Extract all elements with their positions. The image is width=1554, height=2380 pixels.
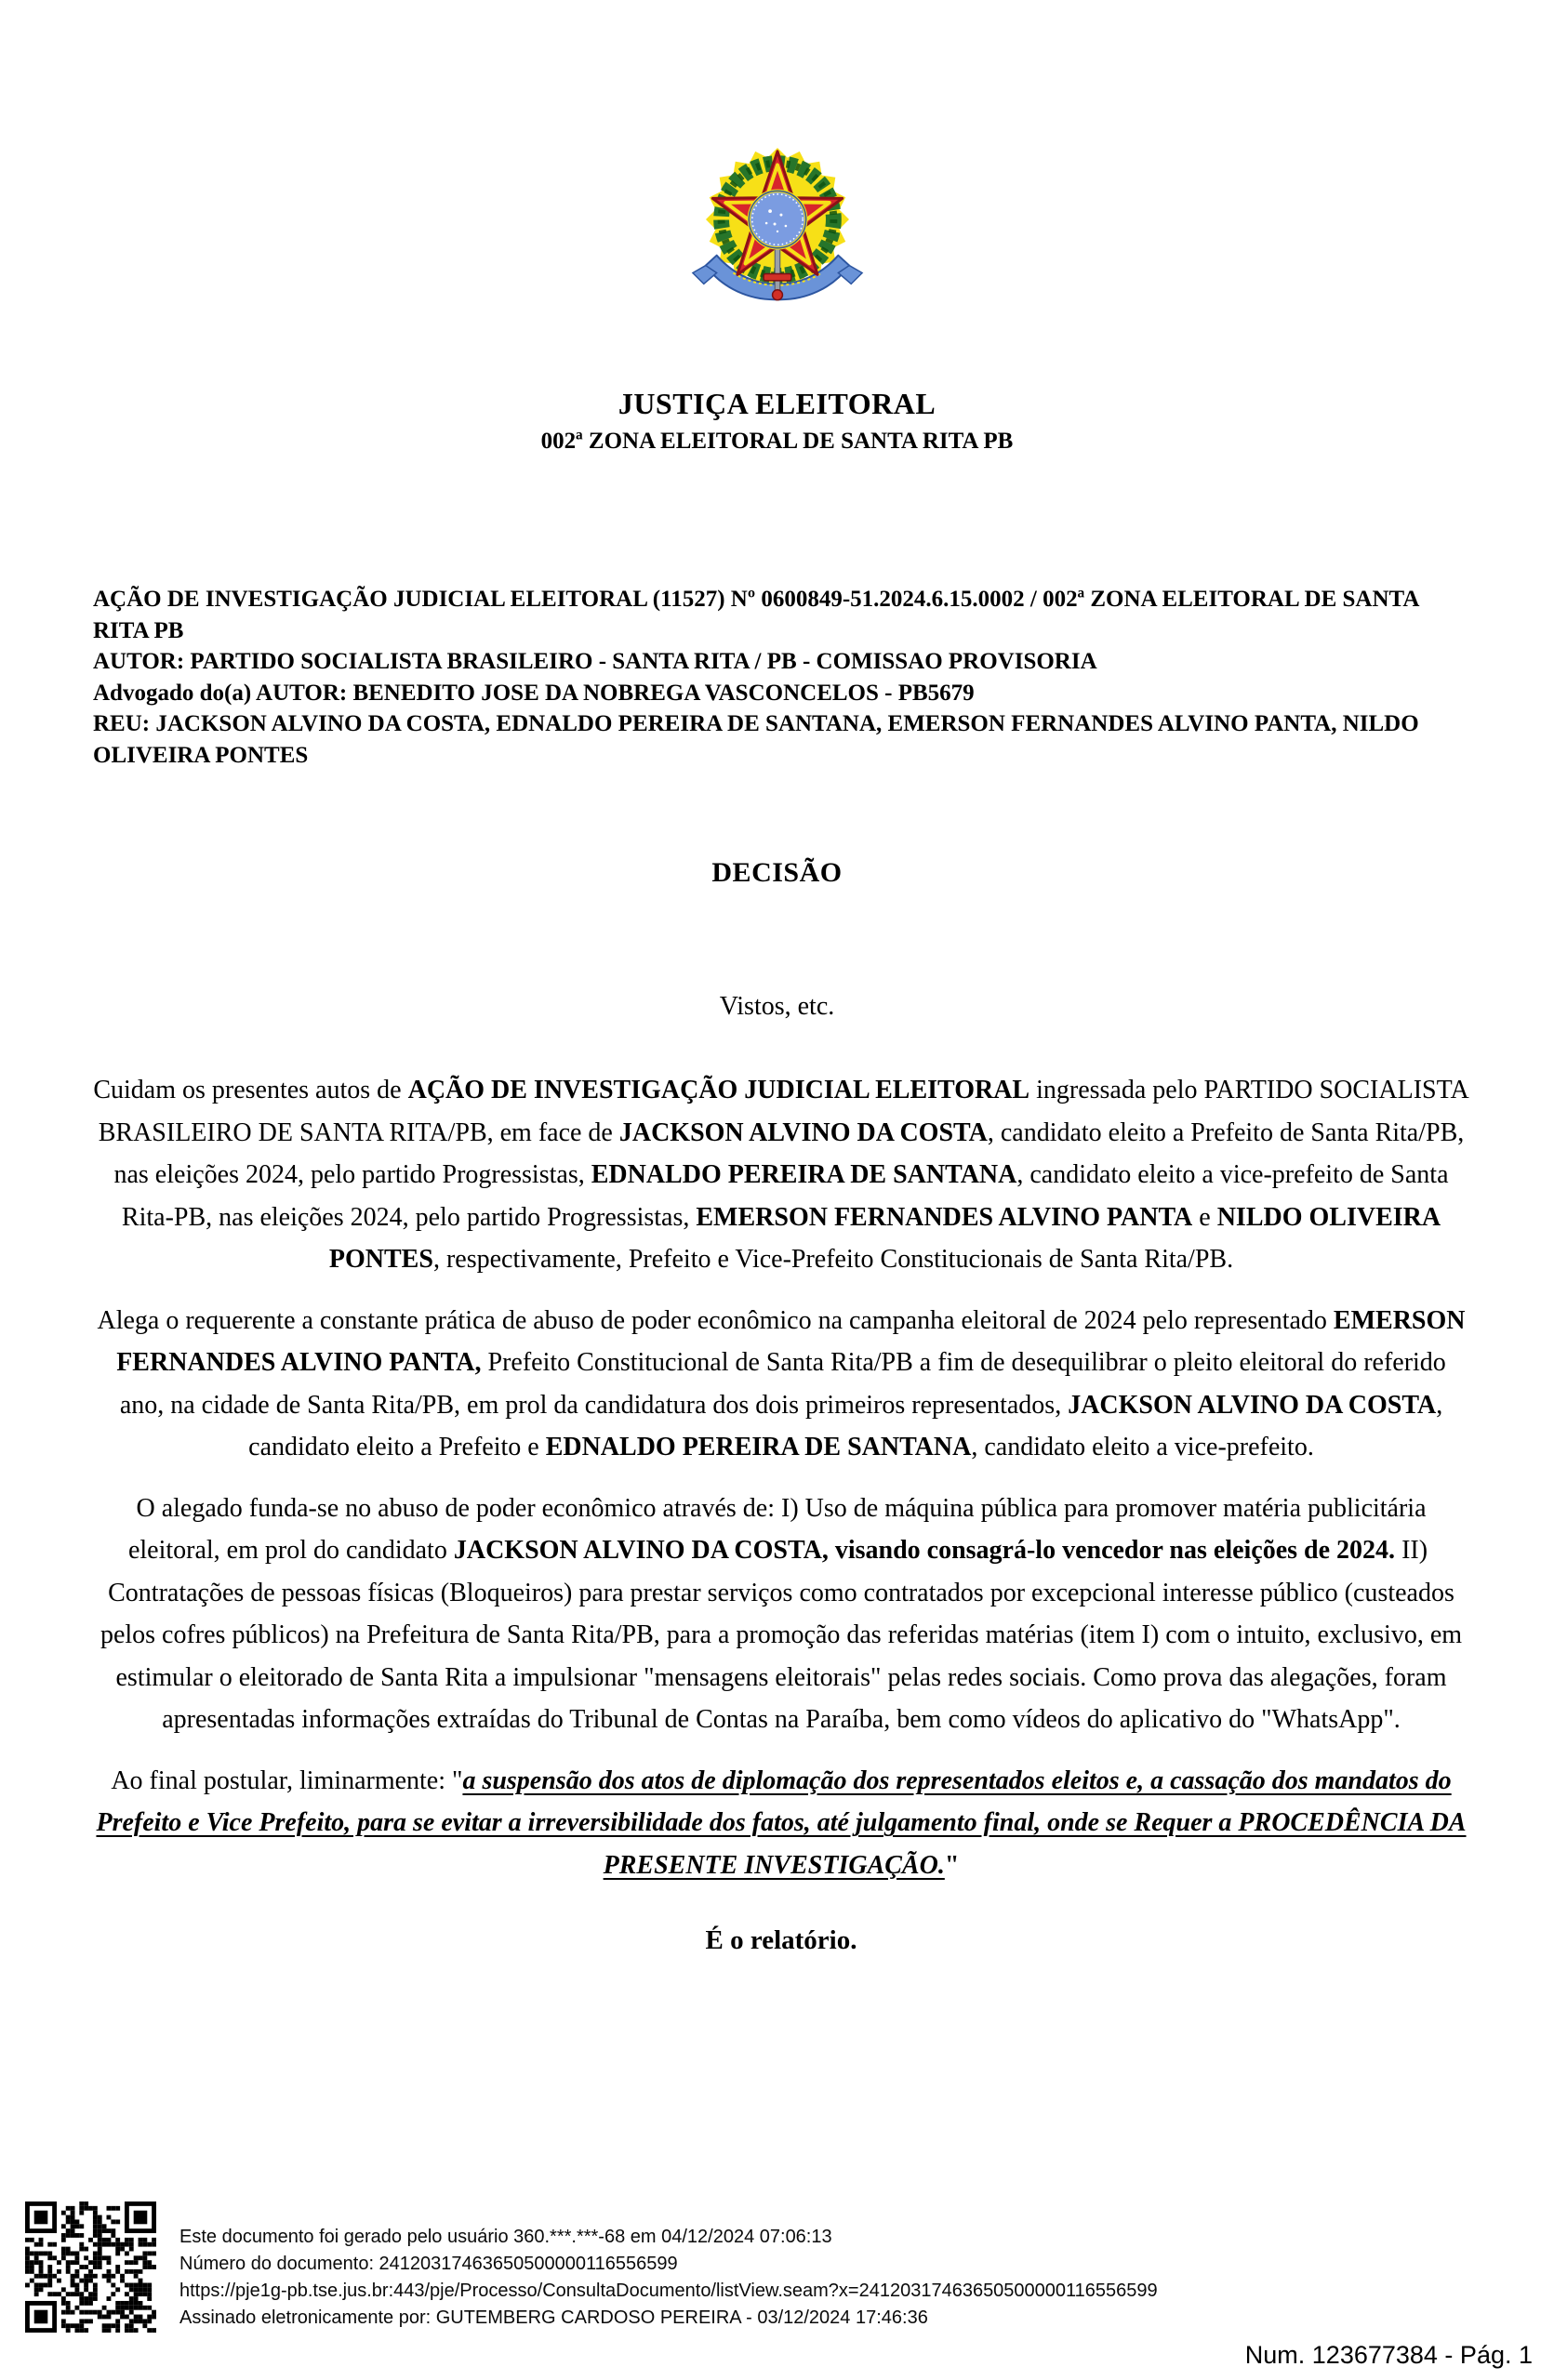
text-run: , candidato eleito a Prefeito e: [248, 1390, 1443, 1461]
qr-code-icon: [25, 2202, 156, 2333]
page-subtitle: 002ª ZONA ELEITORAL DE SANTA RITA PB: [540, 429, 1014, 454]
case-lawyer-line: Advogado do(a) AUTOR: BENEDITO JOSE DA NOBREGA VASCONCELOS - PB5679: [93, 680, 975, 706]
page-number-label: Num. 123677384 - Pág. 1: [1244, 2341, 1533, 2369]
text-run: ingressada pelo PARTIDO SOCIALISTA BRASILEIRO DE SANTA RITA/PB, em face de: [98, 1076, 1469, 1147]
text-run-bold: JACKSON ALVINO DA COSTA: [618, 1117, 988, 1147]
text-run-bold: EMERSON FERNANDES ALVINO PANTA: [696, 1202, 1193, 1232]
text-run-bold: AÇÃO DE INVESTIGAÇÃO JUDICIAL ELEITORAL: [407, 1076, 1030, 1104]
paragraph-1: [91, 1069, 1471, 1281]
generated-by-line: Este documento foi gerado pelo usuário 360.***.***-68 em 04/12/2024 07:06:13: [179, 2227, 832, 2247]
text-run-bold: EDNALDO PEREIRA DE SANTANA: [591, 1160, 1017, 1189]
document-number-line: Número do documento: 24120317463650500000116556599: [179, 2254, 678, 2274]
text-run: Ao final postular, liminarmente: ": [111, 1765, 463, 1795]
signature-line: Assinado eletronicamente por: GUTEMBERG CARDOSO PEREIRA - 03/12/2024 17:46:36: [179, 2307, 928, 2328]
text-run: , candidato eleito a vice-prefeito.: [971, 1433, 1314, 1461]
text-run: II) Contratações de pessoas físicas (Bloqueiros) para prestar serviços como contratados por excepcional interesse público (custeados pelos cofres públicos) na Prefeitura de Santa Rita/PB, para a promoção das referidas matérias (item I) com o intuito, exclusivo, em estimular o eleitorado de Santa Rita a impulsionar "mensagens eleitorais" pelas redes sociais. Como prova das alegações, foram apresentadas informações extraídas do Tribunal de Contas na Paraíba, bem como vídeos do aplicativo do "WhatsApp".: [100, 1536, 1463, 1734]
case-defendants-line: REU: JACKSON ALVINO DA COSTA, EDNALDO PEREIRA DE SANTANA, EMERSON FERNANDES ALVINO PANTA, NILDO OLIVEIRA PONTES: [93, 711, 1419, 768]
text-run-bold: EMERSON FERNANDES ALVINO PANTA,: [116, 1305, 1466, 1377]
document-metadata-block: [179, 2224, 1158, 2332]
text-run-bold: NILDO OLIVEIRA PONTES: [328, 1202, 1441, 1274]
text-run: , respectivamente, Prefeito e Vice-Prefeito Constitucionais de Santa Rita/PB.: [432, 1245, 1234, 1274]
paragraph-2: [91, 1300, 1471, 1469]
text-run-bold: ": [944, 1850, 960, 1880]
paragraph-4: [91, 1760, 1471, 1887]
paragraph-3: [91, 1488, 1471, 1741]
text-run: Cuidam os presentes autos de: [93, 1076, 408, 1104]
case-author-line: AUTOR: PARTIDO SOCIALISTA BRASILEIRO - SANTA RITA / PB - COMISSAO PROVISORIA: [93, 649, 1097, 674]
brazil-coat-of-arms-icon: [685, 136, 870, 314]
text-run: , candidato eleito a vice-prefeito de Santa Rita-PB, nas eleições 2024, pelo partido Progressistas,: [121, 1160, 1449, 1232]
text-run: O alegado funda-se no abuso de poder econômico através de: I) Uso de máquina pública para promover matéria publicitária eleitoral, em prol do candidato: [127, 1493, 1427, 1565]
text-run-bold: JACKSON ALVINO DA COSTA: [1068, 1390, 1437, 1420]
page-title: JUSTIÇA ELEITORAL: [618, 387, 936, 420]
text-run: Prefeito Constitucional de Santa Rita/PB a fim de desequilibrar o pleito eleitoral do referido ano, na cidade de Santa Rita/PB, em prol da candidatura dos dois primeiros representados,: [119, 1348, 1446, 1420]
text-run-bold-italic-underline: a suspensão dos atos de diplomação dos representados eleitos e, a cassação dos mandatos do Prefeito e Vice Prefeito, para se evitar a irreversibilidade dos fatos, até julgamento final, onde se Requer a PROCEDÊNCIA DA PRESENTE INVESTIGAÇÃO.: [96, 1765, 1467, 1880]
text-run-bold: JACKSON ALVINO DA COSTA, visando consagrá-lo vencedor nas eleições de 2024.: [453, 1536, 1396, 1565]
text-run: e: [1192, 1202, 1217, 1232]
text-run-bold: EDNALDO PEREIRA DE SANTANA: [545, 1433, 972, 1461]
text-run: , candidato eleito a Prefeito de Santa Rita/PB, nas eleições 2024, pelo partido Progressistas,: [113, 1117, 1465, 1189]
decision-heading: DECISÃO: [711, 857, 843, 888]
case-info-block: [93, 584, 1473, 771]
case-number-line: AÇÃO DE INVESTIGAÇÃO JUDICIAL ELEITORAL (11527) Nº 0600849-51.2024.6.15.0002 / 002ª ZONA ELEITORAL DE SANTA RITA PB: [93, 587, 1419, 643]
report-closing-text: É o relatório.: [705, 1925, 857, 1955]
salutation-text: Vistos, etc.: [719, 992, 835, 1021]
text-run: Alega o requerente a constante prática de abuso de poder econômico na campanha eleitoral de 2024 pelo representado: [97, 1305, 1334, 1335]
verification-url-line: https://pje1g-pb.tse.jus.br:443/pje/Processo/ConsultaDocumento/listView.seam?x=24120317463650500000116556599: [179, 2281, 1158, 2301]
decision-body: [91, 1069, 1471, 1963]
